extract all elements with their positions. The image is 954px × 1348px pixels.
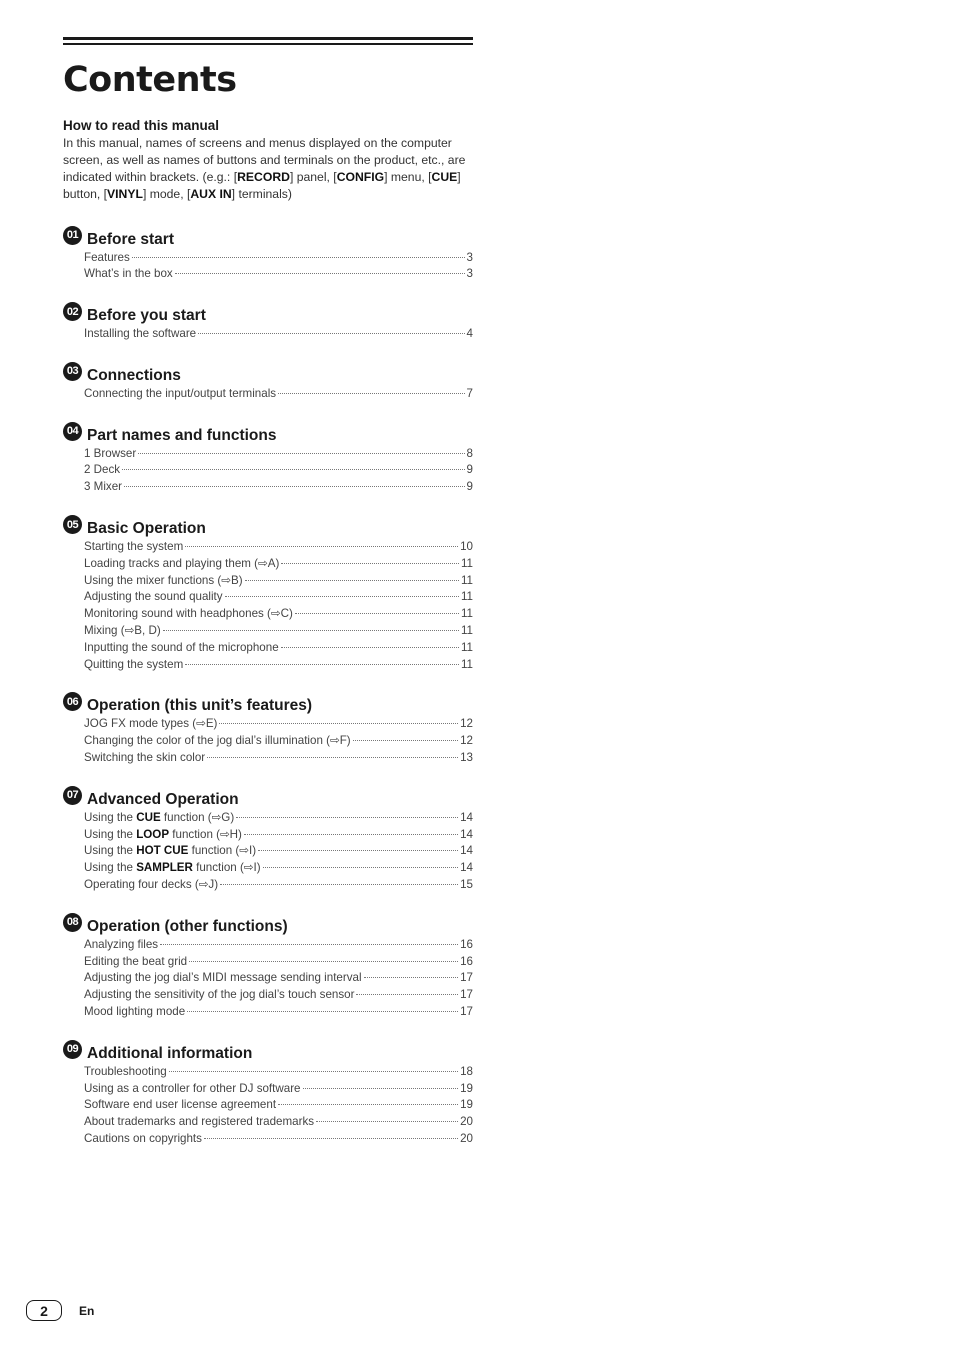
section-heading (63, 787, 473, 809)
section-heading (63, 693, 473, 715)
toc-entry[interactable] (84, 877, 473, 894)
toc-entry-page-number: 9 (466, 480, 473, 494)
page-footer (26, 1300, 94, 1321)
toc-section (63, 693, 473, 766)
dot-leader (236, 817, 458, 818)
toc-entry-page-number: 11 (460, 657, 473, 671)
toc-entry-page-number: 11 (460, 590, 473, 604)
section-title[interactable]: Operation (other functions) (87, 917, 288, 935)
dot-leader (244, 834, 458, 835)
toc-entry[interactable] (84, 716, 473, 733)
toc-entry[interactable] (84, 606, 473, 623)
toc-entry-page-number: 14 (460, 861, 473, 875)
section-title[interactable]: Connections (87, 366, 181, 384)
toc-entry-label: Loading tracks and playing them (⇨A) (84, 556, 280, 570)
dot-leader (122, 469, 464, 470)
dot-leader (160, 944, 458, 945)
toc-entry-label: Software end user license agreement (84, 1098, 277, 1112)
toc-entry-label: Adjusting the sound quality (84, 590, 223, 604)
section-heading (63, 1041, 473, 1063)
dot-leader (281, 647, 459, 648)
toc-entry[interactable] (84, 827, 473, 844)
toc-entry-label: Switching the skin color (84, 751, 206, 765)
toc-entry[interactable] (84, 1064, 473, 1081)
toc-entry-label: Using the HOT CUE function (⇨I) (84, 844, 257, 858)
section-title[interactable]: Basic Operation (87, 520, 206, 538)
toc-entry-bold-term: SAMPLER (136, 861, 193, 875)
section-title[interactable]: Additional information (87, 1044, 253, 1062)
toc-entry-label: Monitoring sound with headphones (⇨C) (84, 607, 293, 621)
toc-entry-page-number: 20 (460, 1132, 473, 1145)
toc-entry[interactable] (84, 640, 473, 657)
toc-entry[interactable] (84, 970, 473, 987)
toc-entry-page-number: 11 (460, 556, 473, 570)
dot-leader (175, 273, 465, 274)
toc-entry-label: Starting the system (84, 540, 184, 554)
toc-entry[interactable] (84, 1004, 473, 1021)
toc-entry-bold-term: HOT CUE (136, 844, 189, 858)
dot-leader (189, 961, 458, 962)
toc-entry-page-number: 11 (460, 624, 473, 638)
toc-entry[interactable] (84, 556, 473, 573)
contents-column (63, 37, 473, 1148)
toc-entry-page-number: 17 (460, 1005, 473, 1019)
dot-leader (353, 740, 458, 741)
toc-entry-page-number: 14 (460, 844, 473, 858)
toc-section (63, 787, 473, 894)
toc-entry-label: 1 Browser (84, 446, 137, 460)
section-heading (63, 227, 473, 249)
section-heading (63, 516, 473, 538)
toc-entry-label: Adjusting the jog dial’s MIDI message sending interval (84, 971, 362, 985)
section-items (84, 539, 473, 673)
toc-entry-label: About trademarks and registered trademarks (84, 1115, 315, 1129)
dot-leader (295, 613, 459, 614)
dot-leader (316, 1121, 458, 1122)
toc-entry-page-number: 4 (466, 327, 473, 341)
toc-entry-label: Using the CUE function (⇨G) (84, 810, 235, 824)
toc-entry-page-number: 14 (460, 810, 473, 824)
section-items (84, 810, 473, 894)
toc-entry-label: Connecting the input/output terminals (84, 386, 277, 400)
dot-leader (220, 884, 458, 885)
toc-entry[interactable] (84, 987, 473, 1004)
toc-section (63, 423, 473, 496)
section-title[interactable]: Before start (87, 230, 174, 248)
dot-leader (185, 664, 459, 665)
section-heading (63, 914, 473, 936)
toc-entry-page-number: 17 (460, 971, 473, 985)
toc-entry[interactable] (84, 326, 473, 343)
toc-entry-bold-term: CUE (136, 810, 161, 824)
toc-entry-page-number: 11 (460, 640, 473, 654)
dot-leader (138, 453, 464, 454)
toc-entry-label: Cautions on copyrights (84, 1132, 202, 1145)
toc-entry-page-number: 12 (460, 717, 473, 731)
section-number-badge: 07 (63, 786, 82, 805)
dot-leader (219, 723, 458, 724)
toc-entry-page-number: 3 (466, 267, 473, 281)
toc-entry-page-number: 14 (460, 827, 473, 841)
section-heading (63, 363, 473, 385)
dot-leader (187, 1011, 458, 1012)
section-items (84, 386, 473, 403)
toc-entry-label: Editing the beat grid (84, 954, 188, 968)
toc-entry-label: JOG FX mode types (⇨E) (84, 717, 218, 731)
section-number-badge: 06 (63, 692, 82, 711)
toc-entry[interactable] (84, 733, 473, 750)
how-to-heading: How to read this manual (63, 117, 220, 133)
toc-entry-page-number: 8 (466, 446, 473, 460)
section-number-badge: 04 (63, 422, 82, 441)
toc-entry[interactable] (84, 860, 473, 877)
toc-section (63, 363, 473, 403)
dot-leader (225, 596, 459, 597)
toc-entry[interactable] (84, 1081, 473, 1098)
how-to-read-block (63, 118, 473, 203)
toc-entry[interactable] (84, 539, 473, 556)
toc-entry-page-number: 17 (460, 988, 473, 1002)
section-number-badge: 03 (63, 362, 82, 381)
toc-entry-label: Features (84, 250, 130, 264)
dot-leader (258, 850, 458, 851)
toc-entry-page-number: 16 (460, 937, 473, 951)
toc-entry-label: Installing the software (84, 327, 197, 341)
section-number-badge: 01 (63, 226, 82, 245)
header-rule-thin (63, 43, 473, 45)
toc-section (63, 1041, 473, 1148)
toc-section (63, 914, 473, 1021)
toc-entry-label: Changing the color of the jog dial’s illumination (⇨F) (84, 734, 351, 748)
toc-entry[interactable] (84, 810, 473, 827)
toc-entry[interactable] (84, 250, 473, 267)
dot-leader (245, 580, 459, 581)
toc-entry-page-number: 11 (460, 573, 473, 587)
toc-entry-label: Using as a controller for other DJ software (84, 1081, 301, 1095)
toc-entry-page-number: 10 (460, 540, 473, 554)
toc-entry-label: 2 Deck (84, 463, 121, 477)
section-number-badge: 08 (63, 913, 82, 932)
toc-entry-label: Using the SAMPLER function (⇨I) (84, 861, 261, 875)
dot-leader (303, 1088, 459, 1089)
language-code: En (79, 1303, 95, 1318)
toc-entry-label: Using the LOOP function (⇨H) (84, 827, 242, 841)
toc-sections (63, 227, 473, 1148)
toc-entry-page-number: 18 (460, 1064, 473, 1078)
toc-entry-label: Adjusting the sensitivity of the jog dial’s touch sensor (84, 988, 355, 1002)
toc-section (63, 227, 473, 284)
toc-entry-label: Analyzing files (84, 937, 159, 951)
toc-entry[interactable] (84, 266, 473, 283)
toc-entry-label: Quitting the system (84, 657, 184, 671)
dot-leader (132, 257, 465, 258)
dot-leader (169, 1071, 458, 1072)
toc-entry-label: What’s in the box (84, 267, 173, 281)
toc-entry[interactable] (84, 479, 473, 496)
toc-entry[interactable] (84, 446, 473, 463)
section-heading (63, 303, 473, 325)
dot-leader (124, 486, 465, 487)
toc-entry-page-number: 13 (460, 751, 473, 765)
dot-leader (281, 563, 459, 564)
dot-leader (364, 977, 459, 978)
toc-entry-label: Using the mixer functions (⇨B) (84, 573, 243, 587)
section-items (84, 1064, 473, 1148)
toc-section (63, 303, 473, 343)
section-items (84, 326, 473, 343)
toc-entry[interactable] (84, 954, 473, 971)
page-number: 2 (26, 1300, 62, 1321)
toc-entry-page-number: 16 (460, 954, 473, 968)
toc-entry[interactable] (84, 462, 473, 479)
toc-entry-page-number: 11 (460, 607, 473, 621)
toc-entry-label: 3 Mixer (84, 480, 123, 494)
toc-entry-page-number: 12 (460, 734, 473, 748)
section-number-badge: 02 (63, 302, 82, 321)
toc-entry-page-number: 3 (466, 250, 473, 264)
toc-entry-bold-term: LOOP (136, 827, 170, 841)
toc-entry-page-number: 7 (466, 386, 473, 400)
toc-entry-page-number: 15 (460, 878, 473, 892)
toc-entry-label: Troubleshooting (84, 1064, 167, 1078)
dot-leader (185, 546, 458, 547)
toc-entry[interactable] (84, 573, 473, 590)
page-title: Contents (63, 59, 237, 100)
dot-leader (278, 1104, 458, 1105)
toc-entry-page-number: 19 (460, 1098, 473, 1112)
dot-leader (204, 1138, 458, 1139)
toc-entry[interactable] (84, 1114, 473, 1131)
section-items (84, 446, 473, 496)
section-number-badge: 09 (63, 1040, 82, 1059)
how-to-text: In this manual, names of screens and menus displayed on the computer screen, as well as names of buttons and terminals on the product, etc., are indicated within brackets. (e.g.: [RECORD] panel, [CONFIG] menu, [CUE] button, [VINYL] mode, [AUX IN] terminals) (63, 135, 466, 201)
toc-entry[interactable] (84, 1097, 473, 1114)
toc-entry-label: Mood lighting mode (84, 1005, 186, 1019)
section-number-badge: 05 (63, 515, 82, 534)
section-items (84, 716, 473, 766)
section-items (84, 937, 473, 1021)
section-title[interactable]: Part names and functions (87, 426, 277, 444)
toc-entry[interactable] (84, 623, 473, 640)
toc-entry[interactable] (84, 589, 473, 606)
toc-entry[interactable] (84, 750, 473, 767)
section-title[interactable]: Before you start (87, 307, 206, 325)
toc-entry[interactable] (84, 386, 473, 403)
toc-entry[interactable] (84, 937, 473, 954)
toc-entry-label: Mixing (⇨B, D) (84, 624, 161, 638)
dot-leader (278, 393, 464, 394)
section-heading (63, 423, 473, 445)
dot-leader (263, 867, 458, 868)
toc-section (63, 516, 473, 673)
dot-leader (198, 333, 464, 334)
section-title[interactable]: Advanced Operation (87, 790, 239, 808)
dot-leader (163, 630, 459, 631)
dot-leader (356, 994, 458, 995)
toc-entry-label: Operating four decks (⇨J) (84, 878, 219, 892)
dot-leader (207, 757, 458, 758)
toc-entry-label: Inputting the sound of the microphone (84, 640, 279, 654)
section-items (84, 250, 473, 284)
section-title[interactable]: Operation (this unit’s features) (87, 697, 313, 715)
toc-entry[interactable] (84, 657, 473, 674)
toc-entry-page-number: 20 (460, 1115, 473, 1129)
toc-entry[interactable] (84, 843, 473, 860)
toc-entry[interactable] (84, 1131, 473, 1148)
toc-entry-page-number: 19 (460, 1081, 473, 1095)
toc-entry-page-number: 9 (466, 463, 473, 477)
